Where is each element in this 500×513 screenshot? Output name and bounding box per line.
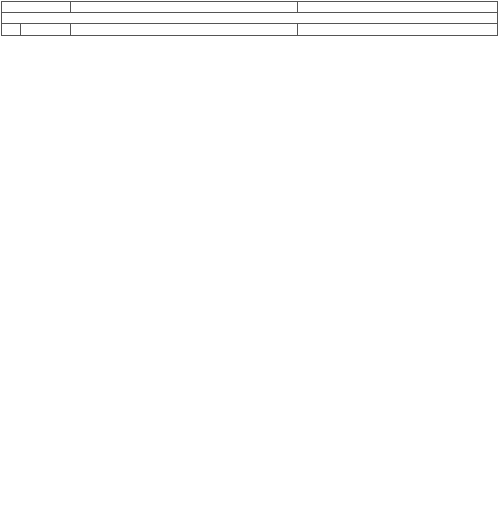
day1-label [2,13,498,24]
header-time [2,2,71,13]
header-activity [71,2,298,13]
header-row [2,2,498,13]
pal-header [21,24,71,35]
cbp-header [2,24,21,35]
itinerary-table [1,1,498,36]
day1-row [2,13,498,24]
header-notes [298,2,498,13]
itinerary-page [0,1,500,513]
airline-header-row [2,24,498,35]
airline-header-activity [71,24,298,35]
itinerary-body [2,13,498,35]
airline-legend-note [298,24,498,35]
